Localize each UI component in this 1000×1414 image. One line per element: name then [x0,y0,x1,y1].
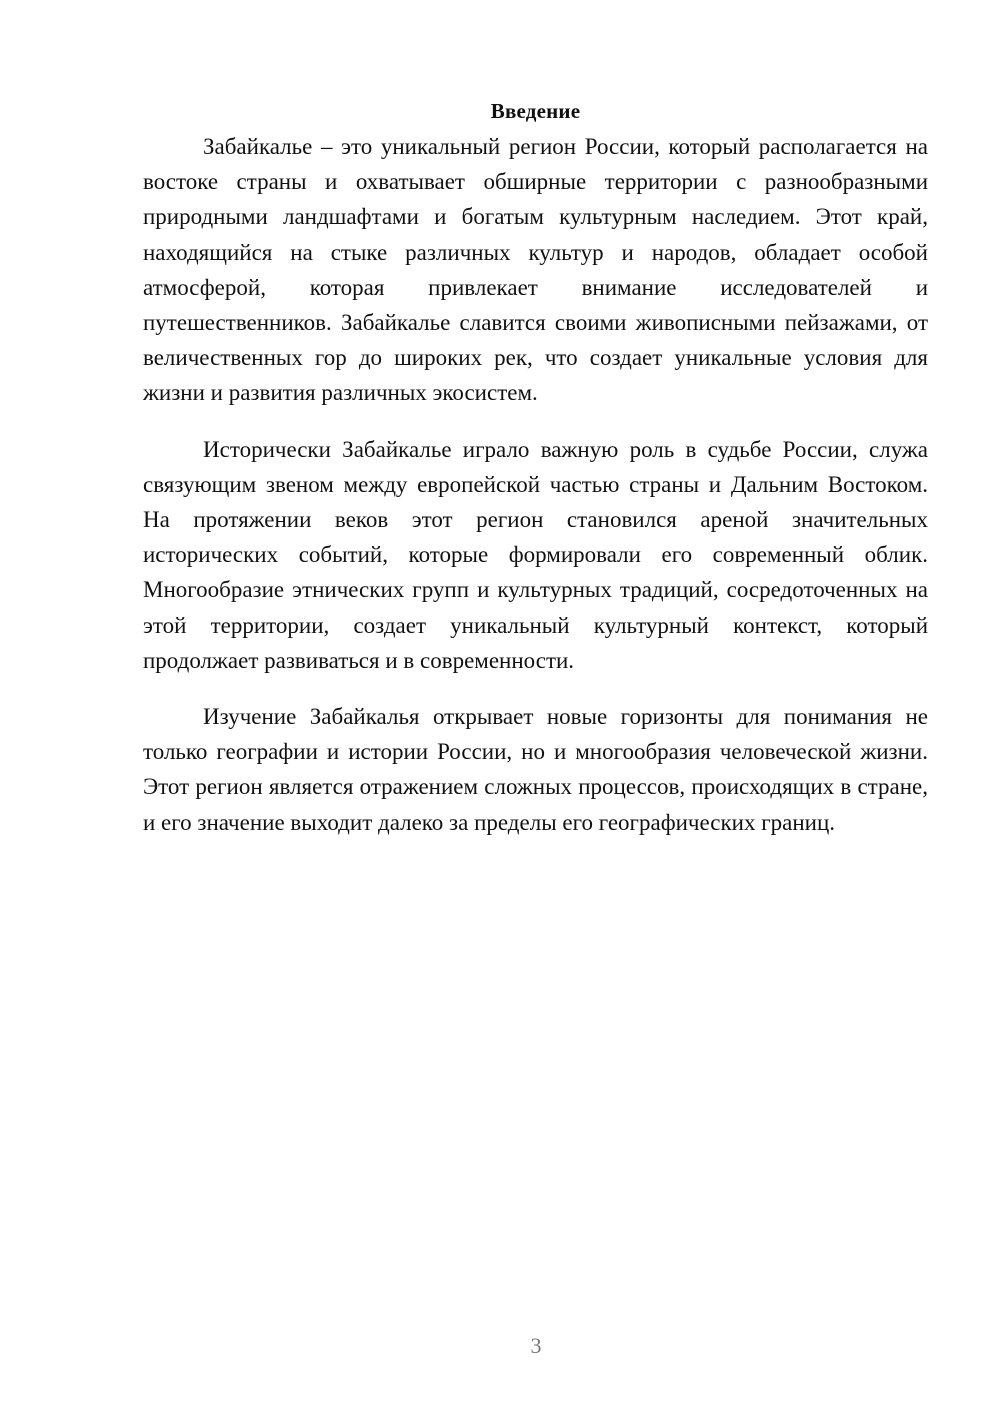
paragraph-2: Исторически Забайкалье играло важную роль в судьбе России, служа связующим звеном между европейской частью страны и Дальним Востоком. На протяжении веков этот регион становился ареной значительных исторических событий, которые формировали его современный облик. Многообразие этнических групп и культурных традиций, сосредоточенных на этой территории, создает уникальный культурный контекст, который продолжает развиваться и в современности. [143,436,928,673]
paragraph-3: Изучение Забайкалья открывает новые горизонты для понимания не только географии и истории России, но и многообразия человеческой жизни. Этот регион является отражением сложных процессов, происходящих в стране, и его значение выходит далеко за пределы его географических границ. [143,704,928,835]
page-number: 3 [530,1333,542,1358]
section-heading: Введение [490,99,581,123]
paragraph-1: Забайкалье – это уникальный регион России, который располагается на востоке страны и охватывает обширные территории с разнообразными природными ландшафтами и богатым культурным наследием. Этот край, находящийся на стыке различных культур и народов, обладает особой атмосферой, которая привлекает внимание исследователей и путешественников. Забайкалье славится своими живописными пейзажами, от величественных гор до широких рек, что создает уникальные условия для жизни и развития различных экосистем. [143,134,928,406]
page-content [143,96,928,840]
